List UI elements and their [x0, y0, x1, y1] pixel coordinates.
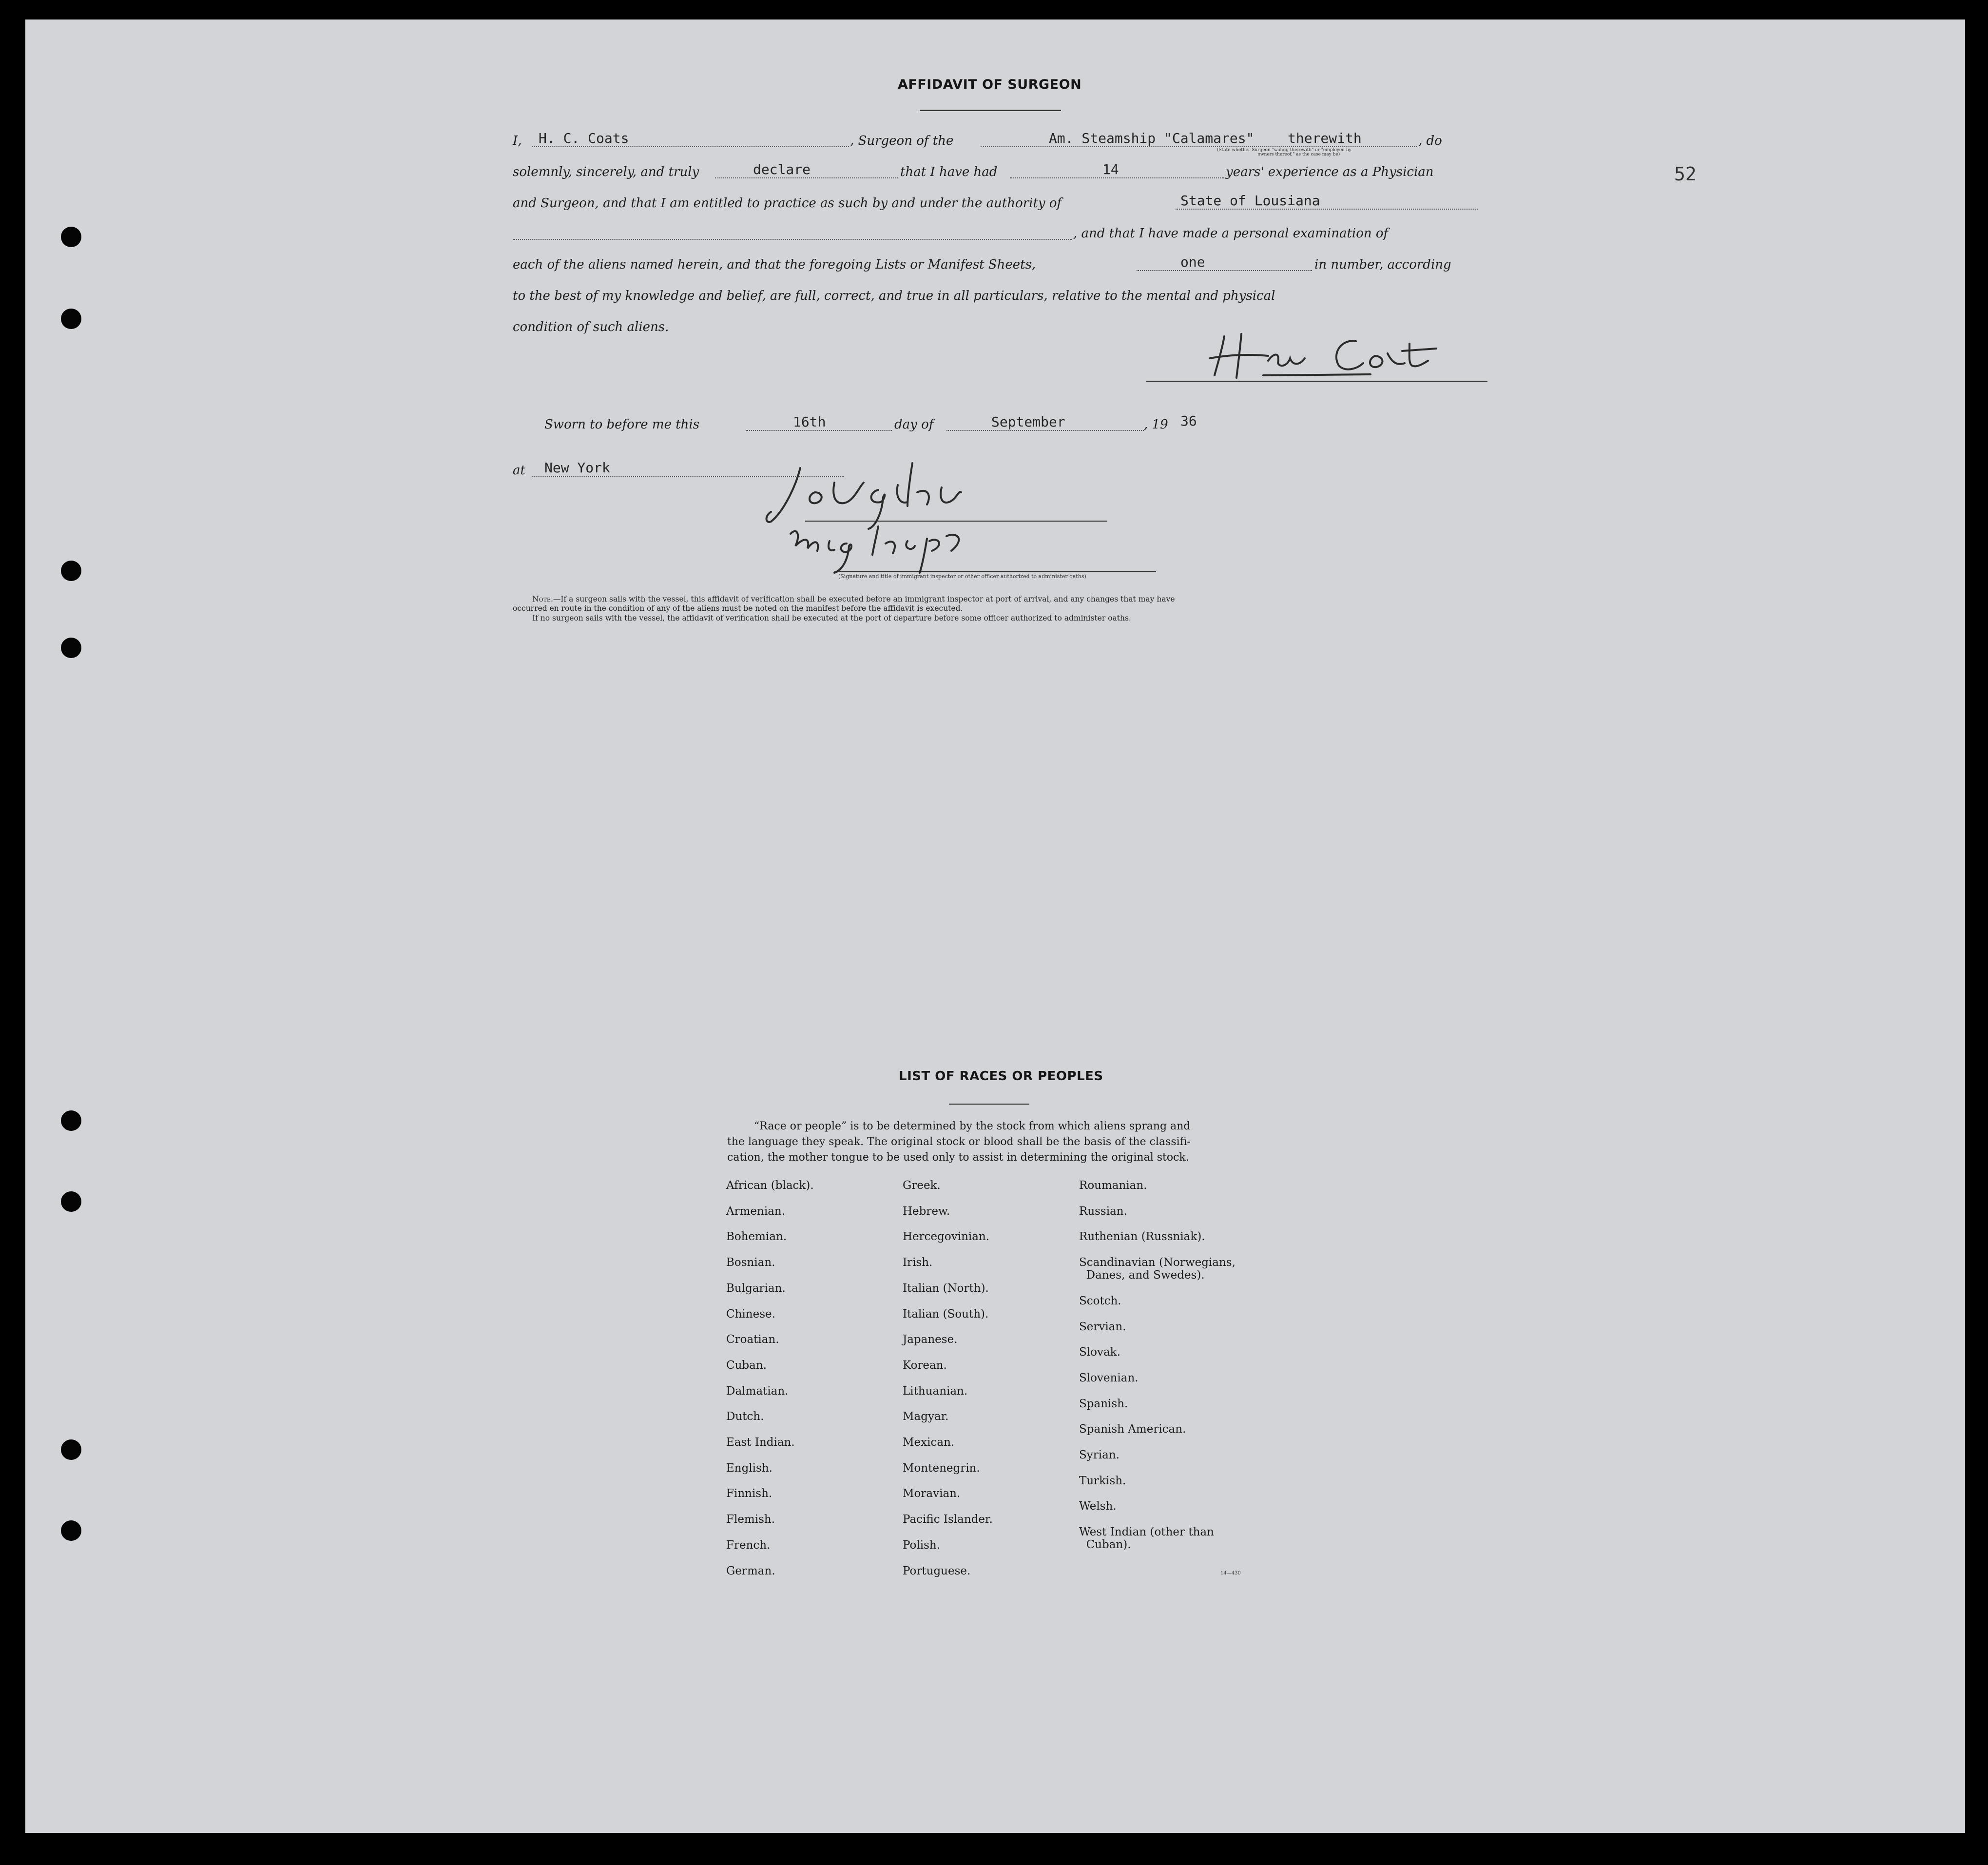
race-item: Montenegrin. — [903, 1461, 980, 1475]
sworn-year: 36 — [1180, 413, 1197, 429]
officer-signature — [761, 448, 1112, 580]
race-item: Welsh. — [1079, 1500, 1117, 1513]
race-item: Dutch. — [726, 1410, 764, 1423]
surgeon-name: H. C. Coats — [539, 130, 629, 146]
form-text: years' experience as a Physician — [1226, 165, 1434, 179]
races-title-underline — [949, 1104, 1029, 1105]
form-text: to the best of my knowledge and belief, are full, correct, and true in all particulars, relative to the mental and physical — [513, 289, 1275, 303]
race-item: Lithuanian. — [903, 1384, 968, 1398]
race-item: Hebrew. — [903, 1204, 950, 1218]
affidavit-note: Note.—If a surgeon sails with the vessel, this affidavit of verification shall be executed before an immigrant inspector at port of arrival, and any changes that may have occurred en route in the condition of any of the aliens must be noted on the manifest before the affidavit is executed. If no surgeon sails with the vessel, the affidavit of verification shall be executed at the port of departure before some officer authorized to administer oaths. — [513, 595, 1175, 622]
form-text: Sworn to before me this — [544, 417, 700, 432]
punch-hole — [61, 1439, 81, 1460]
punch-hole — [61, 227, 81, 247]
title-underline — [920, 110, 1061, 111]
form-text: in number, according — [1314, 257, 1451, 272]
race-item: Scotch. — [1079, 1294, 1121, 1307]
race-item: Slovenian. — [1079, 1371, 1139, 1384]
race-item: Irish. — [903, 1256, 933, 1269]
vessel-name: Am. Steamship "Calamares" — [1049, 130, 1255, 146]
race-item: Russian. — [1079, 1204, 1127, 1218]
years-experience: 14 — [1102, 161, 1119, 177]
sworn-place: New York — [544, 460, 610, 476]
races-title: LIST OF RACES OR PEOPLES — [899, 1069, 1103, 1084]
inspector-line — [805, 521, 1107, 522]
affidavit-title: AFFIDAVIT OF SURGEON — [898, 77, 1082, 92]
form-text: and Surgeon, and that I am entitled to practice as such by and under the authority of — [513, 196, 1062, 211]
race-item: Italian (South). — [903, 1307, 989, 1321]
race-item: Mexican. — [903, 1436, 955, 1449]
punch-hole — [61, 1520, 81, 1541]
race-item: Armenian. — [726, 1204, 786, 1218]
sworn-day: 16th — [793, 414, 826, 430]
form-text: , Surgeon of the — [850, 134, 954, 148]
race-item: Moravian. — [903, 1487, 961, 1500]
race-item: Bosnian. — [726, 1256, 775, 1269]
race-item: Finnish. — [726, 1487, 772, 1500]
race-item: Cuban. — [726, 1359, 767, 1372]
race-item: Dalmatian. — [726, 1384, 789, 1398]
race-item: Polish. — [903, 1538, 941, 1552]
sheet-count: one — [1180, 254, 1205, 270]
form-text: day of — [894, 417, 934, 432]
sworn-month: September — [991, 414, 1065, 430]
capacity-hint: (State whether Surgeon "sailing therewith" or "employed by owners thereof," as the case may be) — [1217, 148, 1351, 157]
form-text: at — [513, 463, 525, 478]
race-item: Chinese. — [726, 1307, 775, 1321]
document-page — [25, 19, 1965, 1833]
race-item: Bohemian. — [726, 1230, 787, 1243]
race-item: Portuguese. — [903, 1564, 971, 1577]
surgeon-signature — [1195, 317, 1487, 390]
race-item: Korean. — [903, 1359, 947, 1372]
license-authority: State of Lousiana — [1180, 193, 1320, 209]
race-item: Japanese. — [903, 1333, 958, 1346]
race-item: African (black). — [726, 1179, 814, 1192]
surgeon-capacity: therewith — [1288, 130, 1362, 146]
form-text: that I have had — [900, 165, 998, 179]
race-item: French. — [726, 1538, 771, 1552]
form-text: , 19 — [1144, 417, 1168, 432]
form-text: each of the aliens named herein, and that the foregoing Lists or Manifest Sheets, — [513, 257, 1036, 272]
race-item: Croatian. — [726, 1333, 779, 1346]
race-item: English. — [726, 1461, 772, 1475]
inspector-title-line — [834, 571, 1156, 572]
note-label: Note. — [532, 595, 553, 603]
declaration-verb: declare — [753, 161, 811, 177]
punch-hole — [61, 309, 81, 329]
race-item: Turkish. — [1079, 1474, 1126, 1487]
race-item: Slovak. — [1079, 1346, 1120, 1359]
race-item: Pacific Islander. — [903, 1513, 993, 1526]
form-text: , and that I have made a personal examination of — [1073, 226, 1389, 241]
race-item: Scandinavian (Norwegians, Danes, and Swedes). — [1079, 1256, 1235, 1282]
form-text: solemnly, sincerely, and truly — [513, 165, 699, 179]
race-item: West Indian (other than Cuban). — [1079, 1526, 1214, 1551]
punch-hole — [61, 1110, 81, 1131]
form-text: condition of such aliens. — [513, 320, 669, 334]
blank-line — [513, 238, 1072, 240]
races-intro: “Race or people” is to be determined by the stock from which aliens sprang and the language they speak. The original stock or blood shall be the basis of the classifi- cation, the mother tongue to be used only to assist in determining the original stock. — [727, 1120, 1191, 1164]
race-item: Flemish. — [726, 1513, 775, 1526]
race-item: Spanish American. — [1079, 1423, 1186, 1436]
race-item: Ruthenian (Russniak). — [1079, 1230, 1205, 1243]
race-item: Magyar. — [903, 1410, 949, 1423]
race-item: Servian. — [1079, 1320, 1126, 1333]
form-text: I, — [513, 134, 522, 148]
blank-line — [1137, 269, 1312, 271]
punch-hole — [61, 561, 81, 581]
form-code: 14—430 — [1220, 1571, 1241, 1576]
form-text: , do — [1418, 134, 1442, 148]
signature-line — [1146, 381, 1487, 382]
race-item: Hercegovinian. — [903, 1230, 990, 1243]
inspector-caption: (Signature and title of immigrant inspector or other officer authorized to administer oaths) — [838, 573, 1086, 580]
race-item: Syrian. — [1079, 1449, 1119, 1461]
race-item: Spanish. — [1079, 1397, 1128, 1410]
race-item: German. — [726, 1564, 775, 1577]
page-number: 52 — [1674, 163, 1697, 185]
punch-hole — [61, 638, 81, 658]
race-item: Italian (North). — [903, 1282, 989, 1295]
punch-hole — [61, 1191, 81, 1212]
race-item: Greek. — [903, 1179, 941, 1192]
race-item: Bulgarian. — [726, 1282, 786, 1295]
race-item: Roumanian. — [1079, 1179, 1147, 1192]
race-item: East Indian. — [726, 1436, 795, 1449]
